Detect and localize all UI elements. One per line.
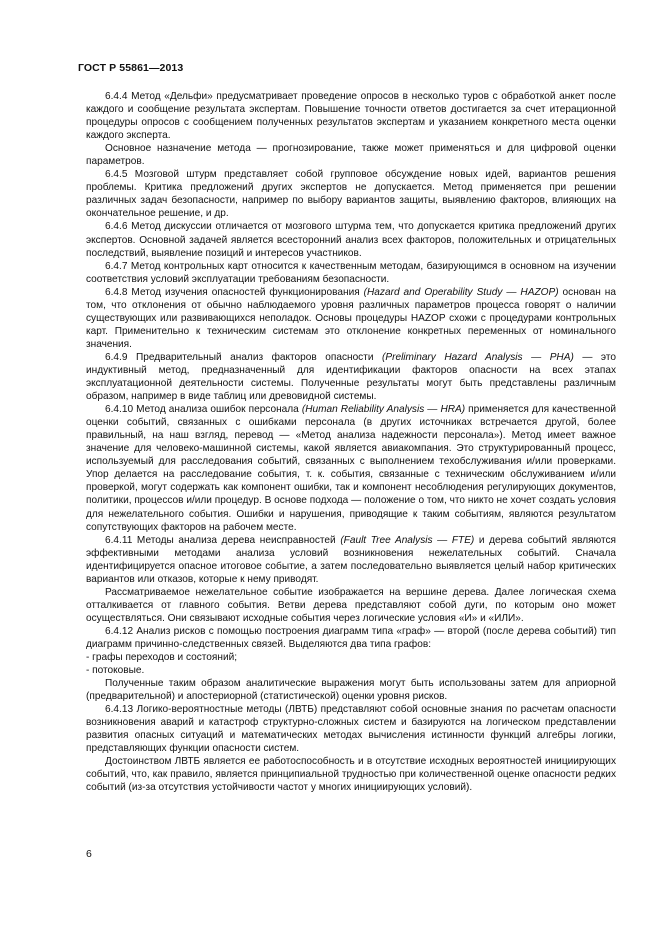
list-item: - потоковые. — [86, 665, 145, 677]
italic-term: (Hazard and Operability Study — HAZOP) — [363, 286, 559, 298]
text-run: 6.4.9 Предварительный анализ факторов опасности — [105, 351, 382, 363]
italic-term: (Fault Tree Analysis — FTE) — [340, 534, 475, 546]
paragraph-tree-description: Рассматриваемое нежелательное событие изображается на вершине дерева. Далее логическая схема отталкивается от главного события. Ветви дерева представляют собой дуги, по которым оно может осуществляться. Они связывают исходные события через логические условия «И» и «ИЛИ». — [86, 586, 616, 624]
text-run: 6.4.8 Метод изучения опасностей функционирования — [105, 286, 364, 298]
paragraph-6-4-5: 6.4.5 Мозговой штурм представляет собой групповое обсуждение новых идей, вариантов решения проблемы. Критика предложений других экспертов не допускается. Метод применяется при решении различных задач безопасности, например по выбору вариантов защиты, выявлению факторов, влияющих на окончательное решение, и др. — [86, 169, 616, 220]
paragraph-6-4-4: 6.4.4 Метод «Дельфи» предусматривает проведение опросов в несколько туров с обработкой анкет после каждого и сообщение результата экспертам. Повышение точности ответов достигается за счет итерационной процедуры опросов с сообщением полученных результатов экспертам и указанием конкретного места оценки каждого эксперта. — [86, 91, 616, 142]
list-item: - графы переходов и состояний; — [86, 652, 238, 664]
paragraph-6-4-9 — [86, 351, 616, 403]
paragraph-6-4-11 — [86, 534, 616, 586]
italic-term: (Preliminary Hazard Analysis — PHA) — [382, 351, 574, 363]
paragraph-6-4-12: 6.4.12 Анализ рисков с помощью построения диаграмм типа «граф» — второй (после дерева событий) тип диаграмм причинно-следственных связей. Выделяются два типа графов: — [86, 625, 616, 650]
italic-term: (Human Reliability Analysis — HRA) — [301, 404, 466, 416]
paragraph-6-4-6: 6.4.6 Метод дискуссии отличается от мозгового штурма тем, что допускается критика предложений других экспертов. Основной задачей является всесторонний анализ всех факторов, положительных и отрицательных последствий, выявление позиций и интересов участников. — [86, 221, 616, 259]
text-run: 6.4.11 Методы анализа дерева неисправностей — [105, 534, 341, 546]
paragraph-6-4-7: 6.4.7 Метод контрольных карт относится к качественным методам, базирующимся в основном на изучении соответствия условий эксплуатации требованиям безопасности. — [86, 260, 616, 285]
text-run: основан на том, что отклонения от обычно наблюдаемого уровня различных параметров процесса говорят о наличии существующих или развивающихся неполадок. Основы процедуры HAZOP схожи с процедурами контрольных карт. Применительно к техническим системам это отклонение конкретных переменных от номинального значения. — [86, 286, 616, 350]
text-run: применяется для качественной оценки событий, связанных с ошибками персонала (в других источниках встречается другой, более правильный, на наш взгляд, перевод — «Метод анализа надежности персонала»). Метод имеет важное значение для человеко-машинной системы, какой является авиакомпания. Это структурированный процесс, используемый для расследования событий, связанных с выполнением техобслуживания и/или проверками. Упор делается на расследование события, т. к. события, связанные с техническим обслуживанием и/или проверкой, могут содержать как компонент ошибки, так и компонент несоблюдения регулирующих документов, политики, процессов и/или процедур. В основе подхода — положение о том, что никто не хочет создать условия для нежелательного события. Ошибки и нарушения, приводящие к таким событиям, являются результатом сопутствующих факторов на рабочем месте. — [86, 404, 616, 533]
page-number: 6 — [86, 848, 92, 860]
paragraph-lvtb-advantage: Достоинством ЛВТБ является ее работоспособность и в отсутствие исходных вероятностей инициирующих событий, что, как правило, является принципиальной трудностью при количественной оценке опасности редких событий (из-за отсутствия устойчивости частот у многих инициирующих условий). — [86, 756, 616, 794]
text-run: — это индуктивный метод, предназначенный для идентификации факторов опасности на всех этапах эксплуатационной деятельности системы. Полученные результаты могут быть представлены различным образом, например в виде таблиц или древовидной системы. — [86, 351, 616, 403]
text-run: и дерева событий являются эффективными методами анализа условий возникновения нежелательных событий. Сначала идентифицируется опасное итоговое событие, а затем последовательно выявляется целый набор критических вариантов или отказов, которые к нему приводят. — [86, 534, 616, 585]
paragraph-6-4-13: 6.4.13 Логико-вероятностные методы (ЛВТБ) представляют собой основные знания по расчетам опасности возникновения аварий и катастроф структурно-сложных систем и базируются на логическом представлении развития опасных ситуаций и математических методах вычисления истинности функций алгебры логики, представляющих функции опасности систем. — [86, 704, 616, 755]
paragraph-delphi-purpose: Основное назначение метода — прогнозирование, также может применяться и для цифровой оценки параметров. — [86, 143, 616, 168]
standard-header: ГОСТ Р 55861—2013 — [78, 62, 184, 74]
paragraph-analytic-expressions: Полученные таким образом аналитические выражения могут быть использованы затем для априорной (предварительной) и апостериорной (статистической) оценки уровня рисков. — [86, 678, 616, 703]
paragraph-6-4-8 — [86, 286, 616, 351]
text-run: 6.4.10 Метод анализа ошибок персонала — [105, 404, 302, 416]
paragraph-6-4-10 — [86, 403, 616, 533]
body-text — [86, 90, 616, 795]
